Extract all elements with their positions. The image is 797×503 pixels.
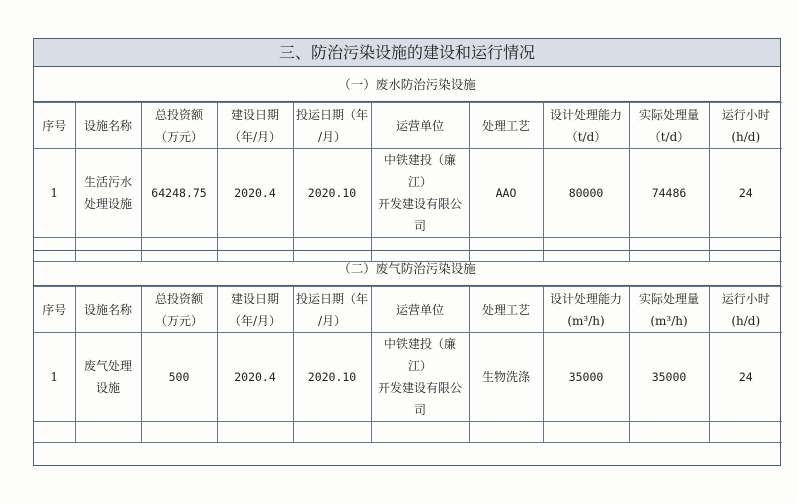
header-unit: 运营单位 xyxy=(371,103,469,149)
cell-process: 生物洗涤 xyxy=(469,333,543,422)
header-invest: 总投资额 （万元） xyxy=(141,103,217,149)
section-title: 三、防治污染设施的建设和运行情况 xyxy=(34,39,780,67)
header-process: 处理工艺 xyxy=(469,103,543,149)
header-seq: 序号 xyxy=(34,103,75,149)
blank-footer-area xyxy=(34,423,780,467)
header-actual: 实际处理量 （t/d） xyxy=(629,103,709,149)
header-hours: 运行小时 (h/d) xyxy=(709,103,782,149)
cell-unit: 中铁建投（廉江） 开发建设有限公 司 xyxy=(371,333,469,422)
cell-seq: 1 xyxy=(34,149,75,238)
water-section-heading: （一）废水防治污染设施 xyxy=(34,67,780,102)
water-header-row xyxy=(34,103,782,149)
cell-name: 生活污水 处理设施 xyxy=(75,149,141,238)
cell-hours: 24 xyxy=(709,333,782,422)
cell-unit: 中铁建投（廉江） 开发建设有限公 司 xyxy=(371,149,469,238)
header-hours: 运行小时 (h/d) xyxy=(709,287,782,333)
cell-actual: 35000 xyxy=(629,333,709,422)
cell-capacity: 80000 xyxy=(543,149,629,238)
cell-hours: 24 xyxy=(709,149,782,238)
header-build-date: 建设日期 （年/月） xyxy=(217,287,293,333)
cell-invest: 500 xyxy=(141,333,217,422)
header-capacity: 设计处理能力 (m³/h) xyxy=(543,287,629,333)
header-seq: 序号 xyxy=(34,287,75,333)
gas-section-heading: （二）废气防治污染设施 xyxy=(34,250,780,286)
cell-seq: 1 xyxy=(34,333,75,422)
header-build-date: 建设日期 （年/月） xyxy=(217,103,293,149)
cell-name: 废气处理 设施 xyxy=(75,333,141,422)
cell-build-date: 2020.4 xyxy=(217,149,293,238)
water-table xyxy=(34,102,782,262)
gas-table xyxy=(34,286,782,443)
facility-sheet xyxy=(33,38,781,466)
header-name: 设施名称 xyxy=(75,103,141,149)
gas-header-row xyxy=(34,287,782,333)
header-oper-date: 投运日期（年 /月） xyxy=(293,287,371,333)
header-unit: 运营单位 xyxy=(371,287,469,333)
header-process: 处理工艺 xyxy=(469,287,543,333)
cell-process: AAO xyxy=(469,149,543,238)
cell-oper-date: 2020.10 xyxy=(293,149,371,238)
cell-invest: 64248.75 xyxy=(141,149,217,238)
cell-build-date: 2020.4 xyxy=(217,333,293,422)
header-oper-date: 投运日期（年 /月） xyxy=(293,103,371,149)
gas-data-row xyxy=(34,333,782,422)
header-capacity: 设计处理能力 （t/d） xyxy=(543,103,629,149)
header-invest: 总投资额 （万元） xyxy=(141,287,217,333)
cell-capacity: 35000 xyxy=(543,333,629,422)
header-name: 设施名称 xyxy=(75,287,141,333)
cell-actual: 74486 xyxy=(629,149,709,238)
cell-oper-date: 2020.10 xyxy=(293,333,371,422)
header-actual: 实际处理量 (m³/h) xyxy=(629,287,709,333)
water-data-row xyxy=(34,149,782,238)
